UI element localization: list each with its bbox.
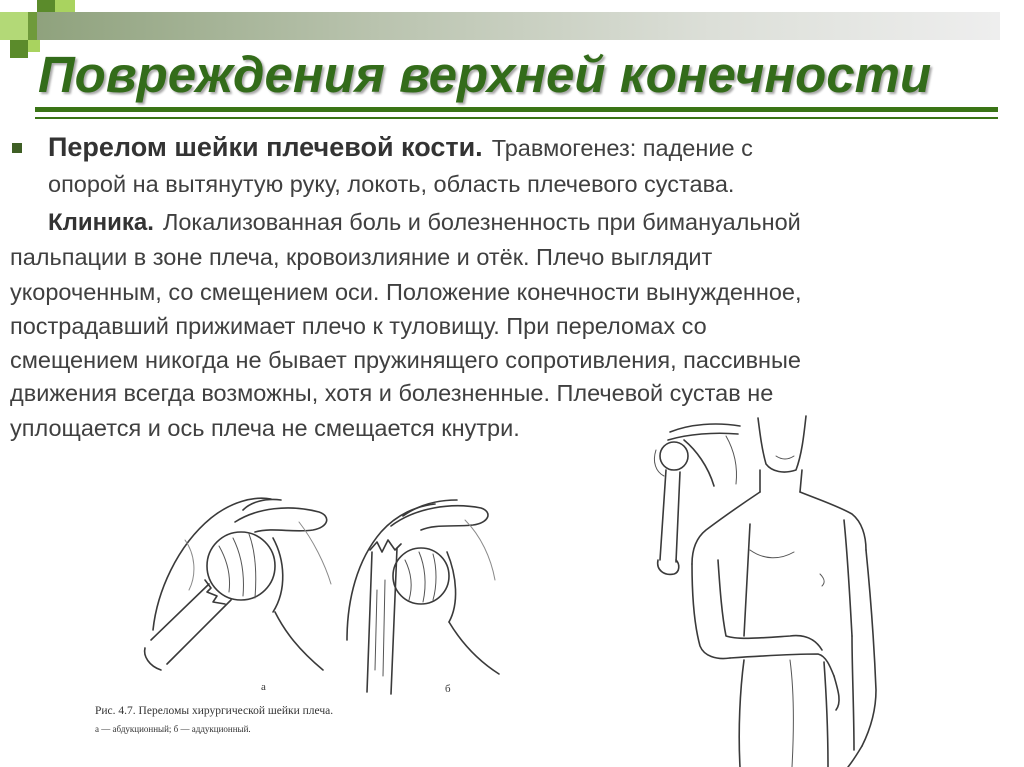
figure-label-a: а <box>261 681 266 693</box>
figure-label-b: б <box>445 683 451 695</box>
patient-illustration <box>630 410 1020 767</box>
bullet-square-icon <box>12 143 22 153</box>
clinic-line: движения всегда возможны, хотя и болезненные. Плечевой сустав не <box>10 380 774 406</box>
clinic-line-1 <box>48 205 801 240</box>
header-band <box>37 12 1000 40</box>
patient-figure <box>692 416 876 767</box>
shoulder-skeleton <box>654 424 740 574</box>
clinic-line: пострадавший прижимает плечо к туловищу. При переломах со <box>10 313 707 339</box>
clinic-line: уплощается и ось плеча не смещается кнутри. <box>10 415 520 441</box>
bullet-text: Травмогенез: падение с <box>491 135 753 161</box>
bullet-heading: Перелом шейки плечевой кости. <box>48 132 483 162</box>
bullet-line-1 <box>48 128 753 167</box>
clinic-line: укороченным, со смещением оси. Положение конечности вынужденное, <box>10 279 802 305</box>
clinic-heading: Клиника. <box>48 209 154 236</box>
figure-caption: Рис. 4.7. Переломы хирургической шейки плеча. <box>95 705 334 717</box>
clinic-line: смещением никогда не бывает пружинящего сопротивления, пассивные <box>10 347 801 373</box>
fracture-illustration <box>85 480 515 750</box>
bullet-line-2: опорой на вытянутую руку, локоть, область плечевого сустава. <box>48 171 735 197</box>
sketch-abduction-fracture <box>145 498 331 693</box>
title-underline-thin <box>35 117 998 119</box>
clinic-line: пальпации в зоне плеча, кровоизлияние и отёк. Плечо выглядит <box>10 244 713 270</box>
title-underline-thick <box>35 107 998 112</box>
clinic-first-text: Локализованная боль и болезненность при бимануальной <box>162 209 801 235</box>
sketch-adduction-fracture <box>347 500 499 695</box>
figure-legend: а — абдукционный; б — аддукционный. <box>95 724 251 734</box>
slide-title: Повреждения верхней конечности <box>38 46 932 103</box>
